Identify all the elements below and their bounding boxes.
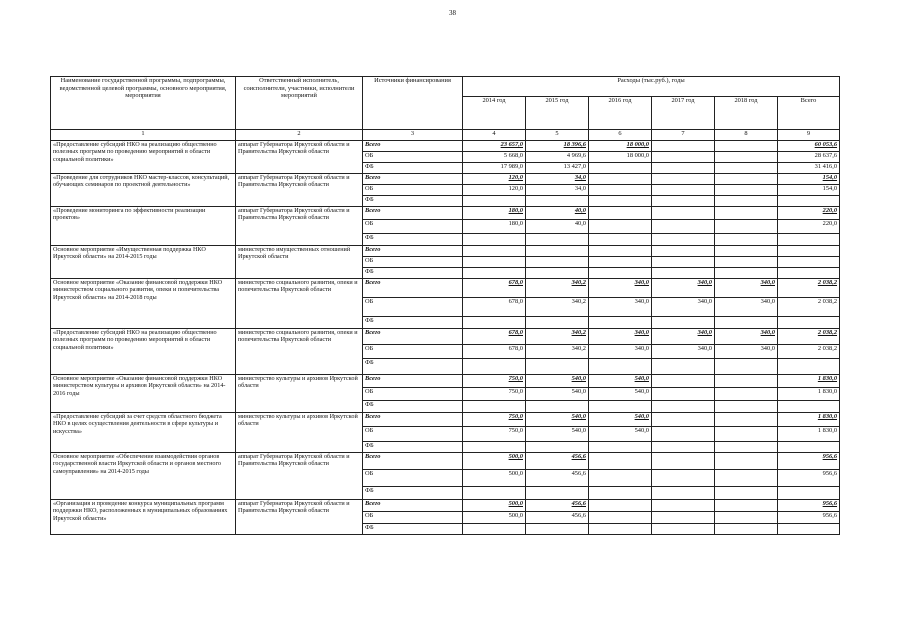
year-value	[652, 442, 715, 453]
year-value: 34,0	[526, 174, 589, 185]
year-value: 540,0	[526, 388, 589, 401]
year-value	[526, 246, 589, 257]
year-value: 13 427,0	[526, 163, 589, 174]
year-value	[715, 512, 778, 524]
year-value	[463, 317, 526, 329]
year-value: 340,0	[589, 329, 652, 345]
column-number: 8	[715, 130, 778, 141]
year-value: 500,0	[463, 453, 526, 470]
year-value: 540,0	[526, 375, 589, 388]
year-value: 540,0	[526, 413, 589, 427]
funding-source: ФБ	[363, 359, 463, 375]
total-value: 956,6	[778, 470, 840, 487]
column-number: 9	[778, 130, 840, 141]
year-value	[652, 196, 715, 207]
year-value: 340,0	[652, 329, 715, 345]
header-total: Всего	[778, 97, 840, 130]
year-value: 750,0	[463, 413, 526, 427]
measure-executor: аппарат Губернатора Иркутской области и Правительства Иркутской области	[236, 453, 363, 500]
year-value	[652, 470, 715, 487]
header-year: 2018 год	[715, 97, 778, 130]
year-value	[589, 174, 652, 185]
funding-source: ОБ	[363, 512, 463, 524]
year-value	[652, 375, 715, 388]
measure-name: Основное мероприятие «Оказание финансовой поддержки НКО министерством социального развития, опеки и попечительства Иркутской области» на 2014-2018 годы	[51, 279, 236, 329]
year-value	[715, 174, 778, 185]
year-value	[715, 388, 778, 401]
year-value: 540,0	[589, 375, 652, 388]
measure-executor: министерство культуры и архивов Иркутской области	[236, 413, 363, 453]
measure-name: «Предоставление субсидий НКО на реализацию общественно полезных программ по проведению мероприятий в области социальной политики»	[51, 329, 236, 375]
year-value	[463, 196, 526, 207]
year-value: 34,0	[526, 185, 589, 196]
funding-source: ОБ	[363, 470, 463, 487]
year-value: 18 000,0	[589, 141, 652, 152]
funding-source: Всего	[363, 207, 463, 220]
year-value	[463, 524, 526, 535]
year-value: 18 000,0	[589, 152, 652, 163]
year-value	[589, 163, 652, 174]
year-value	[589, 470, 652, 487]
header-row-top	[51, 77, 840, 97]
total-value	[778, 524, 840, 535]
funding-source: ОБ	[363, 257, 463, 268]
year-value: 678,0	[463, 298, 526, 317]
total-value: 1 830,0	[778, 388, 840, 401]
year-value: 678,0	[463, 345, 526, 359]
year-value: 180,0	[463, 207, 526, 220]
year-value	[652, 413, 715, 427]
year-value	[652, 524, 715, 535]
table-row	[51, 329, 840, 345]
year-value: 500,0	[463, 512, 526, 524]
year-value: 340,2	[526, 298, 589, 317]
measure-executor: министерство социального развития, опеки и попечительства Иркутской области	[236, 279, 363, 329]
year-value: 120,0	[463, 174, 526, 185]
year-value	[589, 220, 652, 234]
table-body	[51, 141, 840, 535]
year-value	[589, 317, 652, 329]
page-number: 38	[449, 9, 456, 17]
funding-source: Всего	[363, 174, 463, 185]
total-value	[778, 359, 840, 375]
funding-source: ФБ	[363, 234, 463, 246]
year-value	[652, 234, 715, 246]
year-value: 456,6	[526, 470, 589, 487]
column-number: 6	[589, 130, 652, 141]
year-value	[715, 163, 778, 174]
table-row	[51, 453, 840, 470]
year-value: 678,0	[463, 279, 526, 298]
year-value	[463, 359, 526, 375]
year-value	[652, 163, 715, 174]
total-value	[778, 257, 840, 268]
table-row	[51, 246, 840, 257]
measure-name: «Проведение мониторинга по эффективности реализации проектов»	[51, 207, 236, 246]
total-value: 1 830,0	[778, 375, 840, 388]
year-value	[715, 152, 778, 163]
year-value	[589, 453, 652, 470]
year-value	[526, 524, 589, 535]
year-value	[652, 207, 715, 220]
funding-source: ОБ	[363, 345, 463, 359]
funding-source: ФБ	[363, 268, 463, 279]
year-value: 340,0	[715, 298, 778, 317]
funding-source: ОБ	[363, 185, 463, 196]
header-source: Источники финансирования	[363, 77, 463, 130]
year-value	[652, 268, 715, 279]
year-value	[463, 246, 526, 257]
year-value: 500,0	[463, 470, 526, 487]
year-value	[652, 512, 715, 524]
year-value	[715, 500, 778, 512]
column-number: 1	[51, 130, 236, 141]
year-value: 540,0	[589, 413, 652, 427]
total-value: 2 038,2	[778, 329, 840, 345]
measure-name: «Предоставление субсидий НКО на реализацию общественно полезных программ по проведению мероприятий в области социальной политики»	[51, 141, 236, 174]
year-value	[652, 141, 715, 152]
year-value: 4 969,6	[526, 152, 589, 163]
total-value	[778, 268, 840, 279]
total-value: 1 830,0	[778, 427, 840, 442]
total-value: 60 053,6	[778, 141, 840, 152]
measure-executor: аппарат Губернатора Иркутской области и Правительства Иркутской области	[236, 174, 363, 207]
funding-source: Всего	[363, 246, 463, 257]
total-value: 956,6	[778, 500, 840, 512]
year-value	[652, 453, 715, 470]
year-value: 40,0	[526, 220, 589, 234]
measure-name: Основное мероприятие «Оказание финансовой поддержки НКО министерством культуры и архивов Иркутской области» на 2014-2016 годы	[51, 375, 236, 413]
year-value: 750,0	[463, 388, 526, 401]
total-value: 2 038,2	[778, 279, 840, 298]
year-value: 180,0	[463, 220, 526, 234]
funding-source: Всего	[363, 413, 463, 427]
year-value	[715, 524, 778, 535]
column-number: 7	[652, 130, 715, 141]
year-value: 340,2	[526, 329, 589, 345]
year-value	[715, 359, 778, 375]
year-value: 340,2	[526, 345, 589, 359]
funding-source: ФБ	[363, 487, 463, 500]
year-value	[526, 401, 589, 413]
year-value	[715, 453, 778, 470]
column-number-row	[51, 130, 840, 141]
year-value	[652, 174, 715, 185]
funding-source: ОБ	[363, 298, 463, 317]
total-value: 2 038,2	[778, 345, 840, 359]
year-value	[715, 442, 778, 453]
year-value: 500,0	[463, 500, 526, 512]
year-value	[715, 141, 778, 152]
year-value	[463, 234, 526, 246]
year-value	[652, 246, 715, 257]
total-value	[778, 196, 840, 207]
table-row	[51, 413, 840, 427]
year-value: 340,0	[589, 279, 652, 298]
measure-executor: аппарат Губернатора Иркутской области и Правительства Иркутской области	[236, 141, 363, 174]
funding-source: Всего	[363, 500, 463, 512]
expenditure-table	[50, 76, 840, 535]
total-value	[778, 487, 840, 500]
measure-name: Основное мероприятие «Обеспечение взаимодействия органов государственной власти Иркутской области и органов местного самоуправления» на 2014-2015 годы	[51, 453, 236, 500]
year-value	[463, 257, 526, 268]
header-executor: Ответственный исполнитель, соисполнители, участники, исполнители мероприятий	[236, 77, 363, 130]
table-row	[51, 141, 840, 152]
header-year: 2016 год	[589, 97, 652, 130]
year-value	[652, 152, 715, 163]
year-value: 540,0	[589, 388, 652, 401]
year-value	[652, 220, 715, 234]
year-value	[463, 487, 526, 500]
year-value	[715, 268, 778, 279]
year-value	[715, 220, 778, 234]
total-value: 28 637,6	[778, 152, 840, 163]
year-value	[715, 196, 778, 207]
header-year: 2014 год	[463, 97, 526, 130]
year-value	[589, 487, 652, 500]
header-year: 2017 год	[652, 97, 715, 130]
funding-source: ОБ	[363, 388, 463, 401]
funding-source: ФБ	[363, 196, 463, 207]
measure-executor: аппарат Губернатора Иркутской области и Правительства Иркутской области	[236, 500, 363, 535]
year-value	[463, 268, 526, 279]
measure-name: «Организация и проведение конкурса муниципальных программ поддержки НКО, расположенных в муниципальных образованиях Иркутской области»	[51, 500, 236, 535]
header-name: Наименование государственной программы, подпрограммы, ведомственной целевой программы, основного мероприятия, мероприятия	[51, 77, 236, 130]
funding-source: Всего	[363, 453, 463, 470]
year-value	[589, 234, 652, 246]
column-number: 5	[526, 130, 589, 141]
funding-source: Всего	[363, 141, 463, 152]
year-value: 17 989,0	[463, 163, 526, 174]
total-value: 31 416,0	[778, 163, 840, 174]
year-value: 340,0	[589, 298, 652, 317]
measure-name: «Проведение для сотрудников НКО мастер-классов, консультаций, обучающих семинаров по проектной деятельности»	[51, 174, 236, 207]
year-value: 340,0	[652, 345, 715, 359]
header-year: 2015 год	[526, 97, 589, 130]
measure-name: «Предоставление субсидий за счет средств областного бюджета НКО в целях осуществления деятельности в сфере культуры и искусства»	[51, 413, 236, 453]
year-value	[652, 257, 715, 268]
year-value	[652, 185, 715, 196]
total-value: 956,6	[778, 512, 840, 524]
year-value: 678,0	[463, 329, 526, 345]
funding-source: ОБ	[363, 427, 463, 442]
total-value: 1 830,0	[778, 413, 840, 427]
year-value	[652, 388, 715, 401]
year-value	[715, 401, 778, 413]
year-value: 5 668,0	[463, 152, 526, 163]
year-value	[526, 359, 589, 375]
year-value	[463, 442, 526, 453]
year-value	[526, 257, 589, 268]
total-value: 220,0	[778, 207, 840, 220]
year-value: 120,0	[463, 185, 526, 196]
table-row	[51, 500, 840, 512]
year-value	[589, 185, 652, 196]
year-value	[589, 401, 652, 413]
year-value	[652, 427, 715, 442]
year-value: 340,0	[589, 345, 652, 359]
year-value: 340,0	[715, 345, 778, 359]
total-value	[778, 317, 840, 329]
year-value	[589, 246, 652, 257]
year-value	[589, 268, 652, 279]
year-value: 40,0	[526, 207, 589, 220]
year-value	[715, 413, 778, 427]
year-value	[589, 196, 652, 207]
year-value	[526, 317, 589, 329]
year-value: 340,0	[715, 279, 778, 298]
year-value	[652, 401, 715, 413]
funding-source: ФБ	[363, 524, 463, 535]
year-value: 18 396,6	[526, 141, 589, 152]
measure-name: Основное мероприятие «Имущественная поддержка НКО Иркутской области» на 2014-2015 годы	[51, 246, 236, 279]
year-value	[589, 442, 652, 453]
year-value	[589, 524, 652, 535]
funding-source: ОБ	[363, 220, 463, 234]
year-value: 456,6	[526, 512, 589, 524]
year-value	[715, 246, 778, 257]
year-value	[589, 512, 652, 524]
year-value	[589, 500, 652, 512]
table-row	[51, 174, 840, 185]
measure-executor: министерство социального развития, опеки и попечительства Иркутской области	[236, 329, 363, 375]
funding-source: Всего	[363, 279, 463, 298]
total-value	[778, 234, 840, 246]
year-value	[715, 317, 778, 329]
total-value: 220,0	[778, 220, 840, 234]
year-value: 540,0	[589, 427, 652, 442]
year-value	[652, 359, 715, 375]
funding-source: ОБ	[363, 152, 463, 163]
column-number: 2	[236, 130, 363, 141]
funding-source: ФБ	[363, 163, 463, 174]
year-value	[526, 442, 589, 453]
funding-source: Всего	[363, 375, 463, 388]
column-number: 3	[363, 130, 463, 141]
funding-source: ФБ	[363, 317, 463, 329]
total-value	[778, 246, 840, 257]
year-value	[463, 401, 526, 413]
year-value	[715, 470, 778, 487]
year-value	[589, 359, 652, 375]
year-value	[715, 375, 778, 388]
table-row	[51, 279, 840, 298]
measure-executor: министерство имущественных отношений Иркутской области	[236, 246, 363, 279]
year-value: 340,0	[652, 298, 715, 317]
year-value	[652, 487, 715, 500]
year-value	[715, 487, 778, 500]
table-row	[51, 207, 840, 220]
header-expenses: Расходы (тыс.руб.), годы	[463, 77, 840, 97]
total-value	[778, 401, 840, 413]
total-value: 2 038,2	[778, 298, 840, 317]
year-value	[526, 268, 589, 279]
year-value: 23 657,0	[463, 141, 526, 152]
year-value	[526, 196, 589, 207]
total-value: 154,0	[778, 174, 840, 185]
year-value	[589, 207, 652, 220]
total-value	[778, 442, 840, 453]
funding-source: ФБ	[363, 442, 463, 453]
measure-executor: аппарат Губернатора Иркутской области и Правительства Иркутской области	[236, 207, 363, 246]
year-value: 456,6	[526, 500, 589, 512]
year-value: 340,0	[652, 279, 715, 298]
year-value	[715, 207, 778, 220]
year-value: 750,0	[463, 375, 526, 388]
table-row	[51, 375, 840, 388]
year-value	[715, 185, 778, 196]
year-value	[589, 257, 652, 268]
year-value	[526, 487, 589, 500]
total-value: 154,0	[778, 185, 840, 196]
year-value: 750,0	[463, 427, 526, 442]
funding-source: Всего	[363, 329, 463, 345]
year-value	[715, 234, 778, 246]
year-value: 456,6	[526, 453, 589, 470]
funding-source: ФБ	[363, 401, 463, 413]
year-value: 340,0	[715, 329, 778, 345]
year-value	[652, 317, 715, 329]
year-value: 540,0	[526, 427, 589, 442]
total-value: 956,6	[778, 453, 840, 470]
year-value	[715, 257, 778, 268]
year-value	[652, 500, 715, 512]
year-value	[715, 427, 778, 442]
year-value: 340,2	[526, 279, 589, 298]
year-value	[526, 234, 589, 246]
measure-executor: министерство культуры и архивов Иркутской области	[236, 375, 363, 413]
column-number: 4	[463, 130, 526, 141]
